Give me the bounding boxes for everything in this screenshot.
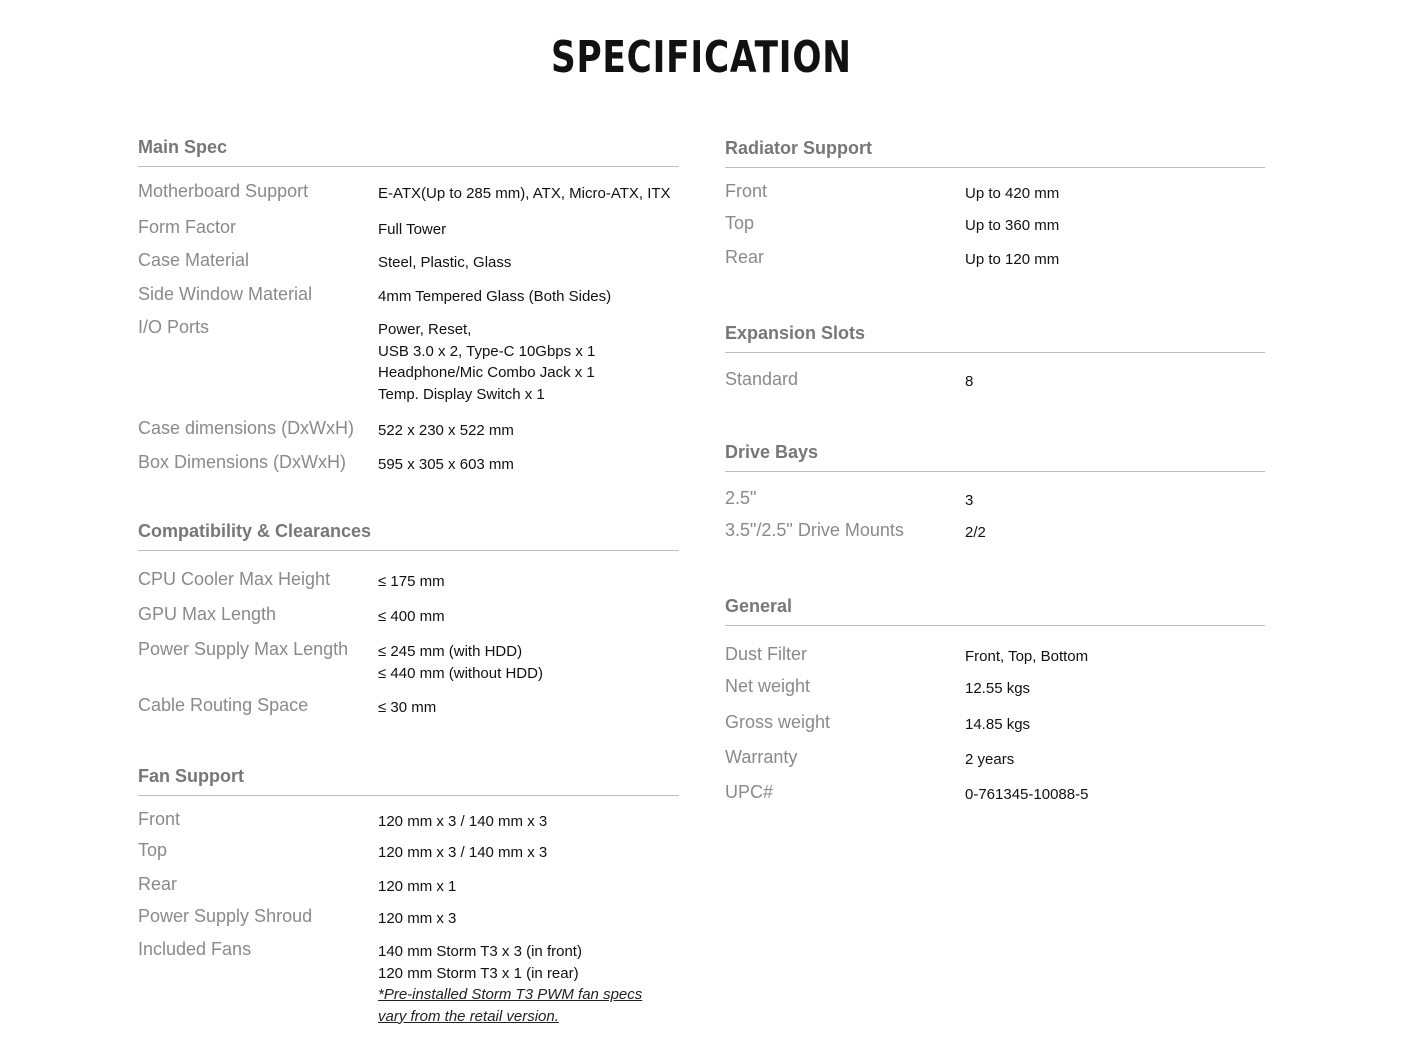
spec-value (965, 490, 973, 512)
spec-label: Power Supply Max Length (138, 639, 349, 659)
spec-label: Cable Routing Space (138, 695, 309, 715)
spec-label: Top (725, 213, 755, 233)
spec-value-line: 595 x 305 x 603 mm (378, 456, 514, 473)
spec-value-line: Up to 120 mm (965, 251, 1060, 268)
spec-value-line: 120 mm Storm T3 x 1 (in rear) (378, 964, 579, 982)
spec-value-line: 140 mm Storm T3 x 3 (in front) (378, 943, 582, 960)
spec-value (378, 286, 611, 308)
section-radiator-support (725, 135, 1265, 168)
spec-value-line: Headphone/Mic Combo Jack x 1 (378, 364, 595, 381)
spec-label: Front (138, 809, 181, 829)
spec-label: Net weight (725, 676, 811, 696)
spec-value (378, 183, 671, 205)
spec-label: Dust Filter (725, 644, 808, 664)
spec-value (378, 319, 595, 405)
section-fan-support (138, 763, 679, 796)
spec-value-line: ≤ 30 mm (378, 699, 437, 716)
spec-value (378, 252, 511, 274)
spec-value (378, 842, 547, 864)
section-compatibility (138, 518, 679, 551)
spec-value (378, 697, 436, 719)
spec-label: Rear (725, 247, 765, 267)
spec-value-line: 2 years (965, 751, 1015, 768)
spec-label: GPU Max Length (138, 604, 277, 624)
spec-value (378, 420, 514, 442)
spec-value (965, 749, 1014, 771)
spec-value-line: ≤ 245 mm (with HDD) (378, 643, 523, 660)
spec-label: Case dimensions (DxWxH) (138, 418, 355, 438)
spec-value-line: ≤ 175 mm (378, 573, 445, 590)
spec-value (378, 641, 543, 684)
spec-value-line: 12.55 kgs (965, 680, 1031, 697)
spec-value-line: 8 (965, 373, 974, 390)
spec-value (965, 522, 986, 544)
spec-label: UPC# (725, 782, 774, 802)
section-expansion-slots (725, 320, 1265, 353)
spec-value-line: 3 (965, 492, 974, 509)
spec-value-line: 4mm Tempered Glass (Both Sides) (378, 288, 612, 305)
spec-label: Side Window Material (138, 284, 313, 304)
spec-label: 2.5" (725, 488, 757, 508)
spec-value-line: 120 mm x 3 (378, 910, 457, 927)
spec-value (965, 714, 1030, 736)
spec-value (965, 784, 1088, 806)
spec-value-line: 522 x 230 x 522 mm (378, 422, 514, 439)
spec-label: Top (138, 840, 168, 860)
spec-label: Power Supply Shroud (138, 906, 313, 926)
spec-value (378, 811, 547, 833)
spec-label: I/O Ports (138, 317, 210, 337)
spec-value-line: E-ATX(Up to 285 mm), ATX, Micro-ATX, ITX (378, 185, 671, 202)
spec-value (965, 646, 1088, 668)
spec-value-line: 14.85 kgs (965, 716, 1031, 733)
section-title: Main Spec (138, 134, 679, 167)
section-general (725, 593, 1265, 626)
spec-label: Gross weight (725, 712, 831, 732)
spec-value-line: Temp. Display Switch x 1 (378, 385, 545, 403)
spec-label: Front (725, 181, 768, 201)
spec-value (378, 876, 456, 898)
spec-value-line: Front, Top, Bottom (965, 648, 1089, 665)
spec-label: CPU Cooler Max Height (138, 569, 331, 589)
spec-label: Rear (138, 874, 178, 894)
spec-label: Box Dimensions (DxWxH) (138, 452, 347, 472)
section-title: Expansion Slots (725, 320, 1265, 353)
spec-value (378, 606, 445, 628)
spec-value (965, 249, 1059, 271)
spec-value-line: 120 mm x 1 (378, 878, 457, 895)
spec-value (378, 941, 642, 1027)
spec-label: Case Material (138, 250, 250, 270)
spec-value-line: 120 mm x 3 / 140 mm x 3 (378, 813, 548, 830)
spec-value (965, 371, 973, 393)
spec-value (378, 908, 456, 930)
spec-value-line: Power, Reset, (378, 321, 472, 338)
spec-label: Standard (725, 369, 799, 389)
spec-value-line: ≤ 400 mm (378, 608, 445, 625)
spec-value (378, 219, 446, 241)
spec-label: Warranty (725, 747, 798, 767)
spec-label: Form Factor (138, 217, 237, 237)
spec-value-line: ≤ 440 mm (without HDD) (378, 664, 543, 682)
section-title: Compatibility & Clearances (138, 518, 679, 551)
spec-value-line: Steel, Plastic, Glass (378, 254, 512, 271)
spec-value (965, 215, 1059, 237)
page-title: SPECIFICATION (550, 32, 852, 83)
spec-value-line: 0-761345-10088-5 (965, 786, 1089, 803)
spec-value (378, 571, 445, 593)
spec-label: 3.5"/2.5" Drive Mounts (725, 520, 904, 540)
spec-value-line: Up to 360 mm (965, 217, 1060, 234)
fan-spec-note: *Pre-installed Storm T3 PWM fan specs (378, 986, 643, 1003)
spec-value-line: 2/2 (965, 524, 986, 541)
spec-value (378, 454, 514, 476)
spec-value (965, 183, 1059, 205)
section-title: Fan Support (138, 763, 679, 796)
spec-value-line: 120 mm x 3 / 140 mm x 3 (378, 844, 548, 861)
spec-label: Motherboard Support (138, 181, 309, 201)
section-title: Radiator Support (725, 135, 1265, 168)
section-title: Drive Bays (725, 439, 1265, 472)
section-drive-bays (725, 439, 1265, 472)
spec-value-line: Up to 420 mm (965, 185, 1060, 202)
section-main-spec (138, 134, 679, 167)
fan-spec-note: vary from the retail version. (378, 1007, 559, 1025)
spec-value-line: Full Tower (378, 221, 447, 238)
section-title: General (725, 593, 1265, 626)
spec-label: Included Fans (138, 939, 252, 959)
spec-value-line: USB 3.0 x 2, Type-C 10Gbps x 1 (378, 342, 596, 360)
spec-value (965, 678, 1030, 700)
